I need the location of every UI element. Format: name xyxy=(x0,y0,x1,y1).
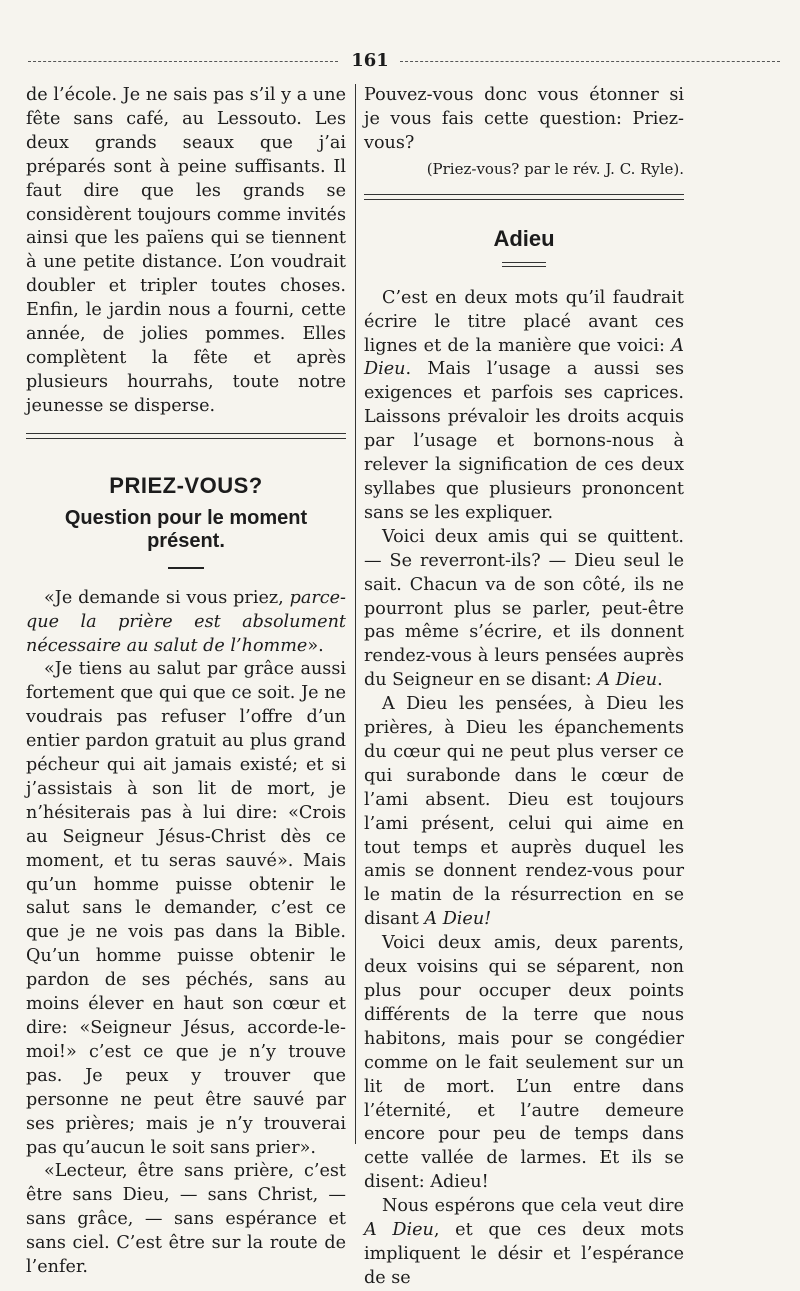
page-header xyxy=(28,52,780,72)
paragraph-2: «Je tiens au salut par grâce aussi fortement que qui que ce soit. Je ne voudrais pas refuser l’offre d’un entier pardon gratuit au plus grand pécheur qui ait jamais existé; et si j’assistais à son lit de mort, je n’hésiterais pas à lui dire: «Crois au Seigneur Jésus-Christ dès ce moment, et tu seras sauvé». Mais qu’un homme puisse obtenir le salut sans le demander, c’est ce que je ne vois pas dans la Bible. Qu’un homme puisse obtenir le pardon de ses péchés, sans au moins élever en haut son cœur et dire: «Seigneur Jésus, accorde-le-moi!» c’est ce que je n’y trouve pas. Je peux y trouver que personne ne peut être sauvé par ses prières; mais je n’y trouverai pas qu’aucun le soit sans prier». xyxy=(26,659,346,1158)
header-rule-left xyxy=(28,61,338,62)
a5-text: Nous espérons que cela veut dire xyxy=(382,1196,684,1217)
column-divider xyxy=(355,84,356,1144)
a2-text-end: . xyxy=(657,670,663,691)
right-column xyxy=(364,84,684,1291)
section-divider xyxy=(26,433,346,439)
paragraph-1 xyxy=(26,587,346,659)
a1-text-end: . Mais l’usage a aussi ses exigences et parfois ses caprices. Laissons prévaloir les droits acquis par l’usage et bornons-nous à relever la signification de ces deux syllabes que plusieurs prononcent sans se les expliquer. xyxy=(364,359,684,523)
a3-italic: A Dieu! xyxy=(424,909,492,930)
left-column xyxy=(26,84,346,1280)
adieu-paragraph-2 xyxy=(364,526,684,693)
intro-paragraph: de l’école. Je ne sais pas s’il y a une fête sans café, au Lessouto. Les deux grands seaux que j’ai préparés sont à peine suffisants. Il faut dire que les grands se considèrent toujours comme invités ainsi que les païens qui se tiennent à une petite distance. L’on voudrait doubler et tripler toutes choses. Enfin, le jardin nous a fourni, cette année, de jolies pommes. Elles complètent la fête et après plusieurs hourrahs, toute notre jeunesse se disperse. xyxy=(26,85,346,416)
p1-italic: parce-que la prière est absolument nécessaire au salut de l’homme xyxy=(26,587,346,656)
a1-italic: A Dieu xyxy=(364,335,684,380)
title-rule xyxy=(168,567,204,569)
a2-italic: A Dieu xyxy=(597,670,658,691)
a5-italic: A Dieu xyxy=(364,1220,434,1241)
section-divider-right xyxy=(364,194,684,200)
adieu-paragraph-5 xyxy=(364,1195,684,1291)
citation: (Priez-vous? par le rév. J. C. Ryle). xyxy=(426,159,684,178)
title-decoration xyxy=(502,262,546,267)
page-number: 161 xyxy=(351,50,389,71)
a1-text: C’est en deux mots qu’il faudrait écrire le titre placé avant ces lignes et de la manière que voici: xyxy=(364,287,684,356)
p1-text-end: ». xyxy=(307,635,324,656)
article-title-priez-vous: PRIEZ-VOUS? xyxy=(109,472,263,498)
header-rule-right xyxy=(400,61,780,62)
adieu-paragraph-1 xyxy=(364,287,684,526)
a5-text-end: , et que ces deux mots impliquent le désir et l’espérance de se xyxy=(364,1220,684,1288)
adieu-paragraph-3 xyxy=(364,693,684,932)
article-title-adieu: Adieu xyxy=(493,225,555,251)
a3-text: A Dieu les pensées, à Dieu les prières, à Dieu les épanchements du cœur qui ne peut plus verser ce qui surabonde dans le cœur de l’ami absent. Dieu est toujours l’ami présent, celui qui aime en tout temps et auprès duquel les amis se donnent rendez-vous pour le matin de la résurrection en se disant xyxy=(364,694,684,930)
continuation-paragraph: Pouvez-vous donc vous étonner si je vous fais cette question: Priez-vous? xyxy=(364,85,684,153)
adieu-paragraph-4: Voici deux amis, deux parents, deux voisins qui se séparent, non plus pour occuper deux points différents de la terre que nous habitons, mais pour se congédier comme on le fait seulement sur un lit de mort. L’un entre dans l’éternité, et l’autre demeure encore pour peu de temps dans cette vallée de larmes. Et ils se disent: Adieu! xyxy=(364,933,684,1193)
a2-text: Voici deux amis qui se quittent. — Se reverront-ils? — Dieu seul le sait. Chacun va de son côté, ils ne pourront plus se parler, peut-être pas même s’écrire, et ils donnent rendez-vous à leurs pensées auprès du Seigneur en se disant: xyxy=(364,526,684,691)
paragraph-3: «Lecteur, être sans prière, c’est être sans Dieu, — sans Christ, — sans grâce, — sans espérance et sans ciel. C’est être sur la route de l’enfer. xyxy=(26,1161,346,1278)
article-subtitle: Question pour le moment présent. xyxy=(64,506,308,552)
p1-text: «Je demande si vous priez, xyxy=(44,587,290,608)
